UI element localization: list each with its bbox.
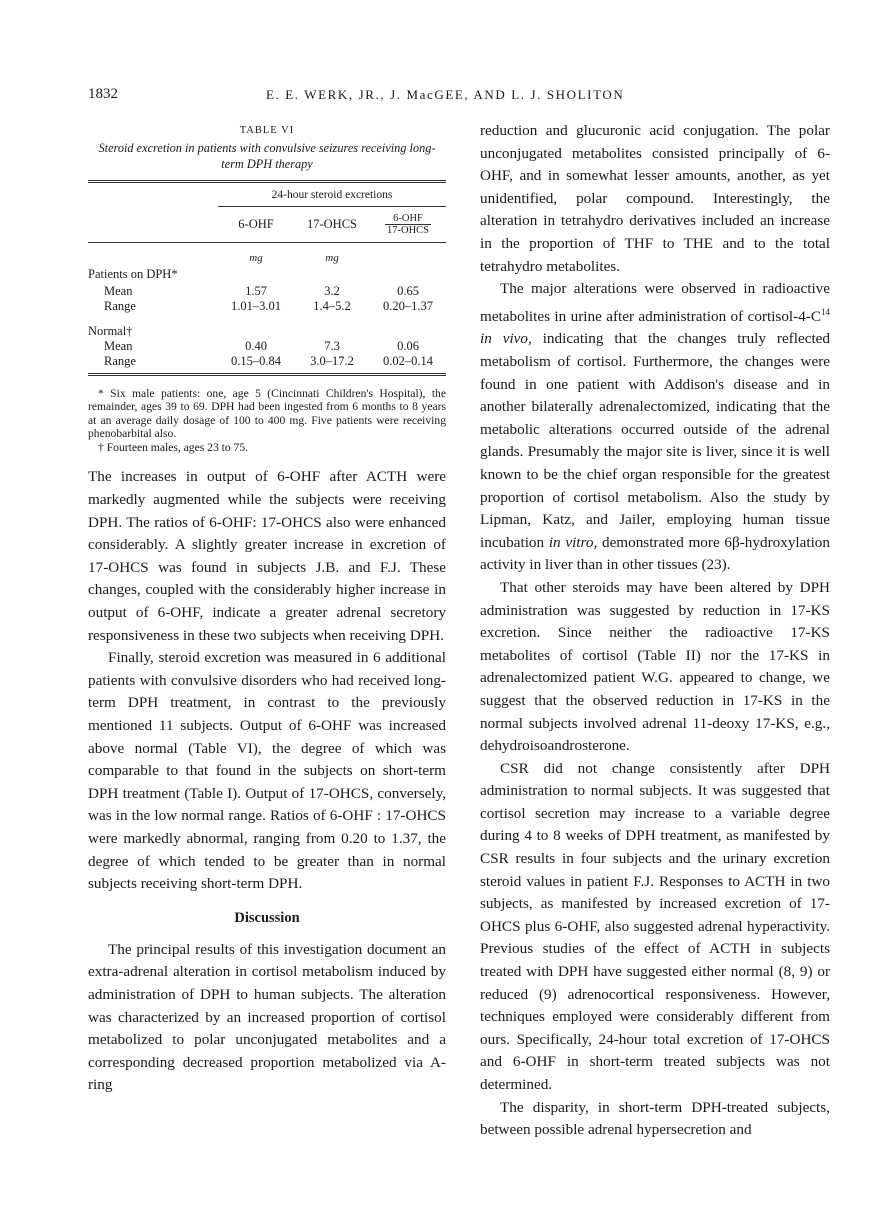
- table-cell: 0.06: [397, 338, 419, 353]
- ratio-numerator: 6-OHF: [385, 213, 431, 225]
- row-label: Mean: [104, 338, 133, 353]
- text-run: demonstrated more 6β-hydroxylation activity in liver than in other tissues (23).: [480, 533, 830, 574]
- table-row: [88, 284, 446, 299]
- paragraph: The principal results of this investigation document an extra-adrenal alteration in cortisol metabolism induced by administration of DPH to human subjects. The alteration was characterized by an increased proportion of cortisol metabolized to polar unconjugated metabolites and a corresponding decreased proportion metabolized via A-ring: [88, 940, 446, 1094]
- steroid-excretion-table: [88, 180, 446, 377]
- paragraph: That other steroids may have been altered by DPH administration was suggested by reduction in 17-KS excretion. Since neither the radioactive 17-KS metabolites of cortisol (Table II) nor the 17-KS in adrenalectomized patient W.G. appeared to change, we suggest that the observed reduction in 17-KS in the normal subjects involved adrenal 11-deoxy 17-KS, e.g., dehydroisoandrosterone.: [480, 578, 830, 755]
- page-header: [88, 86, 828, 108]
- right-column: [480, 120, 830, 1142]
- text-run: The major alterations were observed in radioactive metabolites in urine after administration of cortisol-4-C: [480, 280, 830, 325]
- row-label: Mean: [104, 283, 133, 298]
- table-cell: 0.02–0.14: [383, 353, 433, 368]
- page-number: 1832: [88, 86, 118, 102]
- table-row: [88, 339, 446, 354]
- table-caption: Steroid excretion in patients with convulsive seizures receiving long-term DPH therapy: [98, 141, 436, 171]
- running-head: E. E. WERK, JR., J. MacGEE, AND L. J. SHOLITON: [266, 87, 625, 102]
- table-footnotes: [88, 387, 446, 455]
- paragraph: CSR did not change consistently after DPH administration to normal subjects. It was suggested that cortisol secretion may increase to a variable degree during 4 to 8 weeks of DPH treatment, as manifested by CSR results in four subjects and the urinary excretion steroid values in patient F.J. Responses to ACTH in two subjects, as manifested by increased excretion of 17-OHCS plus 6-OHF, also suggested adrenal hyperactivity. Previous studies of the effect of ACTH in subjects treated with DPH have suggested either normal (8, 9) or reduced (9) adrenocortical responsiveness. However, techniques employed were considerably different from ours. Specifically, 24-hour total excretion of 17-OHCS and 6-OHF in short-term treated subjects was not determined.: [480, 759, 830, 1093]
- table-column-header-row: [88, 207, 446, 243]
- table-units-row: [88, 251, 446, 266]
- group-label-patients: Patients on DPH*: [88, 267, 178, 281]
- table-cell: 0.20–1.37: [383, 298, 433, 313]
- ratio-denominator: 17-OHCS: [386, 224, 429, 236]
- paragraph: [480, 278, 830, 577]
- table-group-label-row: [88, 324, 446, 339]
- table-group-header-row: [88, 188, 446, 203]
- table-row: [88, 354, 446, 369]
- paragraph: reduction and glucuronic acid conjugation. The polar unconjugated metabolites consisted principally of 6-OHF, and in somewhat lesser amounts, another, as yet unidentified, polar compound. Interestingly, the alteration in tetrahydro derivatives included an increase in the proportion of THF to THE and to the total tetrahydro metabolites.: [480, 122, 830, 275]
- table-row: [88, 299, 446, 314]
- paragraph: The increases in output of 6-OHF after ACTH were markedly augmented while the subjects were receiving DPH. The ratios of 6-OHF: 17-OHCS also were enhanced considerably. A slightly greater increase in excretion of 17-OHCS was found in subjects J.B. and F.J. These changes, coupled with the considerably higher increase in output of 6-OHF, indicate a greater adrenal secretory responsiveness in these two subjects when receiving DPH.: [88, 468, 446, 644]
- column-header-6ohf: 6-OHF: [238, 217, 274, 231]
- row-label: Range: [104, 298, 136, 313]
- group-header: 24-hour steroid excretions: [271, 188, 393, 201]
- footnote: † Fourteen males, ages 23 to 75.: [98, 440, 249, 454]
- table-cell: 0.40: [245, 338, 267, 353]
- superscript: 14: [821, 306, 830, 317]
- column-header-17ohcs: 17-OHCS: [306, 217, 357, 231]
- unit-17ohcs: mg: [325, 251, 339, 264]
- table-cell: 1.01–3.01: [231, 298, 281, 313]
- italic-term: in vivo,: [480, 330, 532, 348]
- column-header-ratio: [370, 207, 446, 243]
- table-cell: 1.4–5.2: [313, 298, 351, 313]
- table-group-label-row: [88, 266, 446, 284]
- footnote: * Six male patients: one, age 5 (Cincinnati Children's Hospital), the remainder, ages 39 to 69. DPH had been ingested from 6 months to 8 years at an average daily dosage of 100 to 400 mg. Five patients were receiving phenobarbital also.: [88, 386, 446, 441]
- paragraph: The disparity, in short-term DPH-treated subjects, between possible adrenal hypersecretion and: [480, 1098, 830, 1139]
- group-label-normal: Normal†: [88, 323, 133, 338]
- text-run: indicating that the changes truly reflected metabolism of cortisol. Furthermore, the changes were found in one patient with Addison's disease and in another bilaterally adrenalectomized, indicating that the metabolic alterations occurred outside of the adrenal glands. Presumably the major site is liver, since it is well known to be the chief organ responsible for the greatest proportion of cortisol metabolism. Also the study by Lipman, Katz, and Jailer, employing human tissue incubation: [480, 330, 830, 551]
- table-cell: 0.15–0.84: [231, 353, 281, 368]
- paragraph: Finally, steroid excretion was measured in 6 additional patients with convulsive disorders who had received long-term DPH treatment, in contrast to the previously mentioned 11 subjects. Output of 6-OHF was increased above normal (Table VI), the degree of which was comparable to that found in the subjects on short-term DPH treatment (Table I). Output of 17-OHCS, conversely, was in the low normal range. Ratios of 6-OHF : 17-OHCS were markedly abnormal, ranging from 0.20 to 1.37, the degree of which tended to be greater than in normal subjects receiving short-term DPH.: [88, 649, 446, 893]
- table-cell: 3.2: [324, 283, 340, 298]
- left-column: [88, 120, 446, 1097]
- section-title: Discussion: [234, 909, 300, 926]
- italic-term: in vitro,: [548, 533, 598, 551]
- table-cell: 0.65: [397, 283, 419, 298]
- row-label: Range: [104, 353, 136, 368]
- ratio-fraction: [385, 213, 431, 236]
- table-cell: 3.0–17.2: [310, 353, 354, 368]
- table-cell: 1.57: [245, 283, 267, 298]
- table-label: TABLE VI: [239, 125, 295, 136]
- unit-6ohf: mg: [249, 251, 263, 264]
- table-cell: 7.3: [324, 338, 340, 353]
